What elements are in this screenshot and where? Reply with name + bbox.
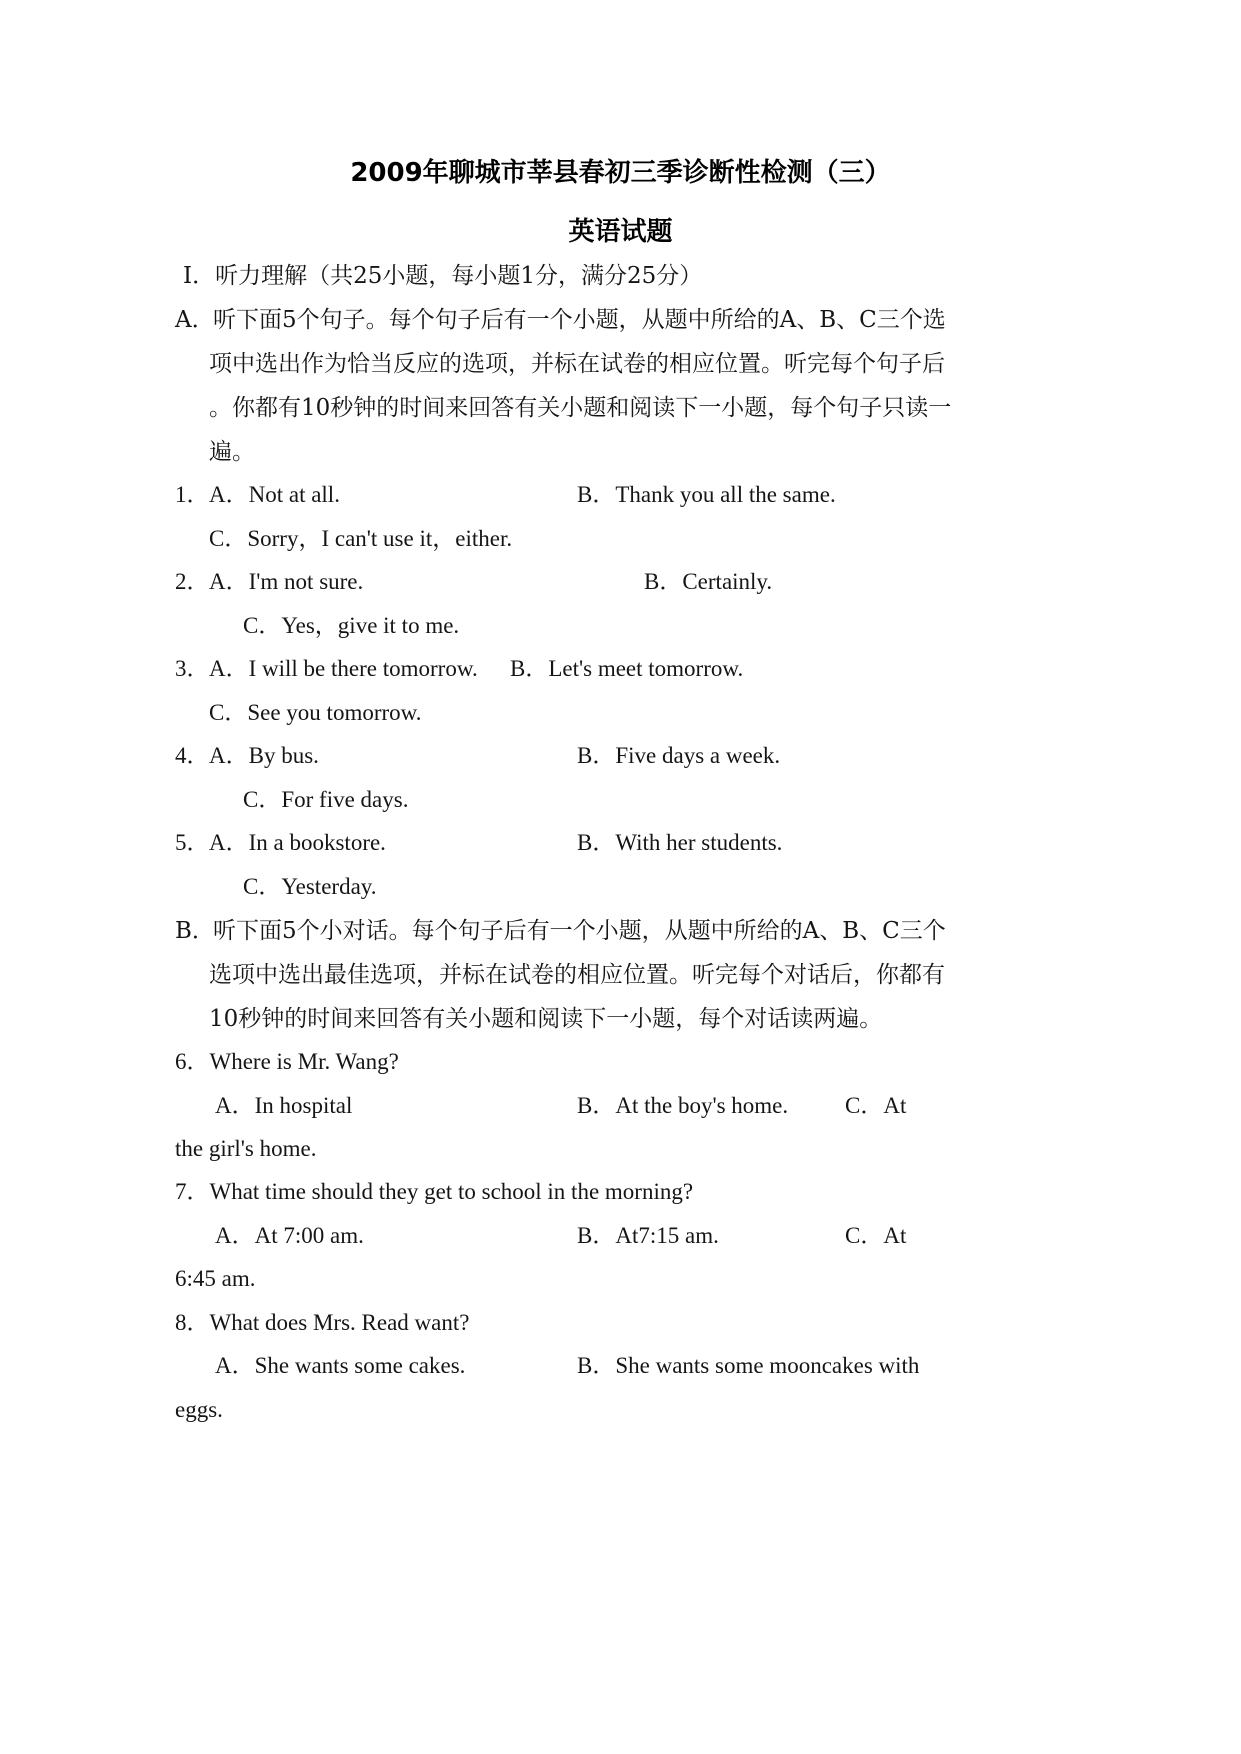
part-b-label: B． (175, 918, 215, 944)
option-b: B．At7:15 am. (577, 1223, 719, 1248)
option-b: B．She wants some mooncakes with (577, 1353, 920, 1378)
option-a: A．She wants some cakes. (215, 1353, 466, 1378)
question-stem: 6．Where is Mr. Wang? (175, 1049, 399, 1074)
question-number: 4． (175, 743, 210, 768)
part-b-instruction-line: 选项中选出最佳选项，并标在试卷的相应位置。听完每个对话后，你都有 (209, 962, 945, 988)
option-c-continued: the girl's home. (175, 1136, 317, 1161)
section-heading: Ⅰ．听力理解（共25小题，每小题1分，满分25分） (183, 263, 703, 289)
option-a: A．I'm not sure. (209, 569, 364, 594)
part-a-label: A． (175, 307, 215, 333)
option-b-continued: eggs. (175, 1397, 223, 1422)
question-stem: 8．What does Mrs. Read want? (175, 1310, 470, 1335)
part-b-instruction-line: 10秒钟的时间来回答有关小题和阅读下一小题，每个对话读两遍。 (209, 1006, 883, 1032)
option-c: C．At (845, 1223, 907, 1248)
option-c: C．Sorry，I can't use it，either. (209, 526, 513, 551)
part-a-instruction-line: 遍。 (209, 439, 255, 465)
option-b: B．Certainly. (644, 569, 773, 594)
document-title: 2009年聊城市莘县春初三季诊断性检测（三） (350, 158, 891, 188)
part-b-instruction-line: 听下面5个小对话。每个句子后有一个小题，从题中所给的A、B、C三个 (213, 918, 946, 944)
option-c: C．For five days. (243, 787, 409, 812)
document-subtitle: 英语试题 (568, 217, 673, 247)
option-a: A．Not at all. (209, 482, 340, 507)
option-c: C．Yes，give it to me. (243, 613, 460, 638)
option-b: B．At the boy's home. (577, 1093, 789, 1118)
option-b: B．Let's meet tomorrow. (510, 656, 744, 681)
option-c: C．At (845, 1093, 907, 1118)
option-a: A．By bus. (209, 743, 319, 768)
option-b: B．Five days a week. (577, 743, 781, 768)
option-b: B．With her students. (577, 830, 783, 855)
option-b: B．Thank you all the same. (577, 482, 836, 507)
question-number: 1． (175, 482, 210, 507)
question-number: 3． (175, 656, 210, 681)
option-c: C．Yesterday. (243, 874, 377, 899)
part-a-instruction-line: 。你都有10秒钟的时间来回答有关小题和阅读下一小题，每个句子只读一 (209, 395, 952, 421)
option-c: C．See you tomorrow. (209, 700, 422, 725)
option-a: A．In a bookstore. (209, 830, 386, 855)
question-stem: 7．What time should they get to school in the morning? (175, 1179, 694, 1204)
question-number: 5． (175, 830, 210, 855)
part-a-instruction-line: 听下面5个句子。每个句子后有一个小题，从题中所给的A、B、C三个选 (213, 307, 946, 333)
option-a: A．In hospital (215, 1093, 353, 1118)
part-a-instruction-line: 项中选出作为恰当反应的选项，并标在试卷的相应位置。听完每个句子后 (209, 351, 945, 377)
option-a: A．At 7:00 am. (215, 1223, 364, 1248)
option-a: A．I will be there tomorrow. (209, 656, 478, 681)
option-c-continued: 6:45 am. (175, 1266, 256, 1291)
question-number: 2． (175, 569, 210, 594)
